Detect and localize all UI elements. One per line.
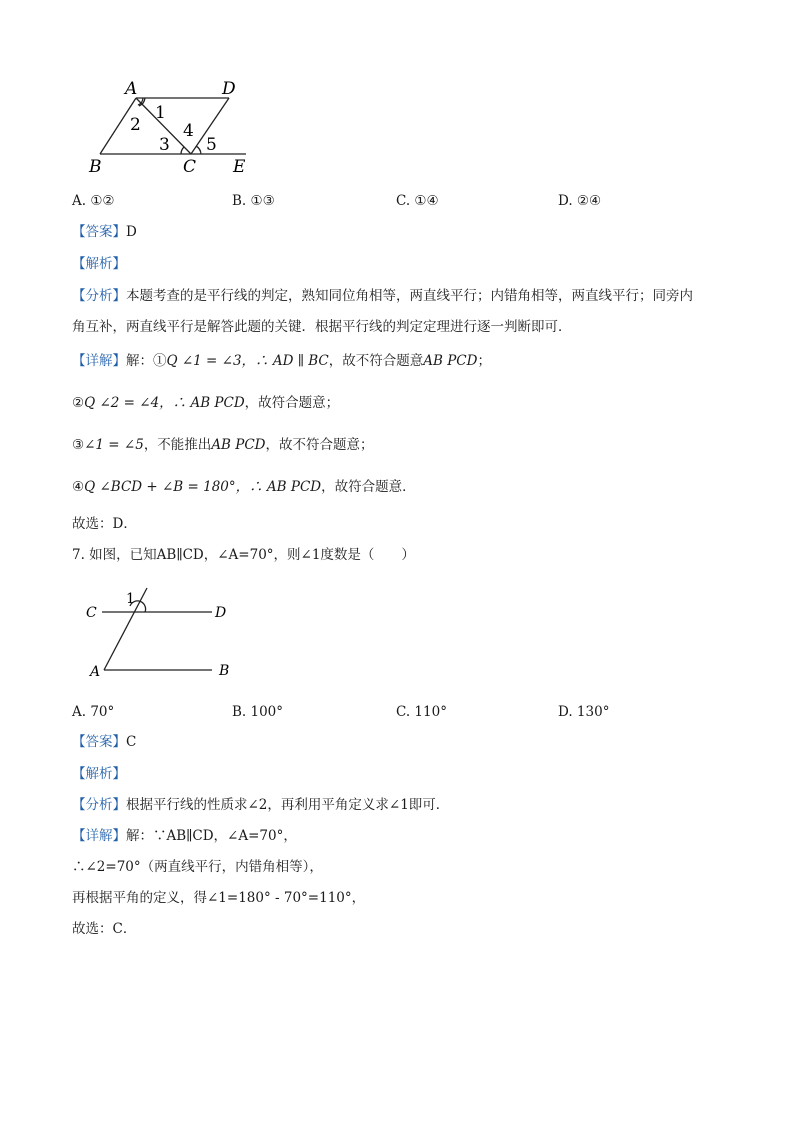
q6-detail-tag: 【详解】: [72, 353, 126, 369]
q6-detail-l2-pre: ②: [72, 395, 85, 411]
q7-fenxi: [72, 795, 449, 815]
q6-detail-l3-pre: ③: [72, 437, 85, 453]
q6-option-d: D. ②④: [558, 193, 602, 209]
q7-analysis-heading: [72, 764, 126, 784]
q6-detail-l3-mid: ，不能推出: [143, 437, 212, 453]
figure-parallelogram: [80, 76, 260, 180]
q7-detail-line3: 再根据平角的定义，得∠1=180° - 70°=110°，: [72, 890, 366, 906]
q7-detail-tag: 【详解】: [72, 828, 126, 844]
fig1-angle-2: 2: [130, 115, 141, 135]
q6-option-a: A. ①②: [72, 193, 115, 209]
q6-detail-line2: [72, 393, 339, 413]
q6-detail-line3: [72, 435, 374, 455]
figure-parallel-lines: [80, 584, 240, 684]
q6-detail-line1: [72, 351, 491, 371]
q6-answer-tag: 【答案】: [72, 224, 126, 240]
fig1-angle-4: 4: [183, 121, 194, 141]
q6-detail-line4: [72, 477, 416, 497]
q6-detail-l4-math: Q ∠BCD + ∠B = 180°，∴ AB PCD: [84, 479, 322, 495]
q7-detail-line1: [72, 826, 297, 846]
fig1-angle-5: 5: [206, 135, 217, 155]
q6-choose: 故选：D．: [72, 516, 137, 532]
q7-choose: 故选：C．: [72, 921, 137, 937]
q6-detail-l1-math: Q ∠1 = ∠3，∴ AD ∥ BC: [166, 353, 329, 369]
q6-fenxi-text1: 本题考查的是平行线的判定，熟知同位角相等，两直线平行；内错角相等，两直线平行；同旁内: [126, 288, 693, 304]
q7-option-a: A. 70°: [72, 704, 115, 720]
q6-answer-value: D: [126, 224, 137, 240]
q7-fenxi-tag: 【分析】: [72, 797, 126, 813]
fig2-angle-1: 1: [126, 591, 135, 607]
q7-detail-text1: 解：∵AB∥CD，∠A=70°，: [126, 828, 297, 844]
q7-answer-tag: 【答案】: [72, 734, 126, 750]
q7-detail-line2: ∴∠2=70°（两直线平行，内错角相等），: [72, 859, 323, 875]
q6-detail-l1-pre: 解：①: [126, 353, 167, 369]
fig2-label-d: D: [215, 605, 227, 621]
fig2-label-a: A: [90, 664, 101, 680]
q7-answer-value: C: [126, 734, 137, 750]
q6-option-c: C. ①④: [396, 193, 439, 209]
q6-detail-l1-post: ；: [477, 353, 491, 369]
q6-analysis-tag: 【解析】: [72, 256, 126, 272]
fig1-label-b: B: [89, 157, 102, 177]
q6-fenxi-tag: 【分析】: [72, 288, 126, 304]
fig1-angle-3: 3: [159, 135, 170, 155]
q7-analysis-tag: 【解析】: [72, 766, 126, 782]
q6-fenxi-line1: [72, 286, 693, 306]
q6-options: [72, 191, 712, 211]
q7-answer: [72, 732, 136, 752]
fig2-label-c: C: [86, 605, 97, 621]
q6-detail-l4-post: ，故符合题意．: [321, 479, 416, 495]
q6-detail-l4-pre: ④: [72, 479, 85, 495]
q7-stem: 7. 如图，已知AB∥CD，∠A=70°，则∠1度数是（ ）: [72, 547, 415, 563]
q6-detail-l3-post: ，故不符合题意；: [265, 437, 374, 453]
q6-detail-l1-math2: AB PCD: [423, 353, 478, 369]
q7-fenxi-text: 根据平行线的性质求∠2，再利用平角定义求∠1即可．: [126, 797, 450, 813]
q6-detail-l1-mid: ，故不符合题意: [328, 353, 424, 369]
q6-detail-l2-math: Q ∠2 = ∠4，∴ AB PCD: [84, 395, 245, 411]
q6-analysis-heading: [72, 254, 126, 274]
q7-option-d: D. 130°: [558, 704, 610, 720]
fig1-label-d: D: [222, 79, 236, 99]
fig1-angle-1: 1: [155, 103, 166, 123]
fig1-label-e: E: [233, 157, 246, 177]
q6-answer: [72, 222, 137, 242]
q6-detail-l3-math: ∠1 = ∠5: [84, 437, 144, 453]
fig1-label-a: A: [125, 79, 138, 99]
q7-option-b: B. 100°: [232, 704, 284, 720]
q7-options: [72, 702, 712, 722]
q7-option-c: C. 110°: [396, 704, 447, 720]
q6-option-b: B. ①③: [232, 193, 275, 209]
q6-fenxi-line2: 角互补，两直线平行是解答此题的关键．根据平行线的判定定理进行逐一判断即可．: [72, 319, 572, 335]
q6-detail-l2-post: ，故符合题意；: [244, 395, 340, 411]
q6-detail-l3-math2: AB PCD: [211, 437, 266, 453]
fig1-label-c: C: [183, 157, 197, 177]
fig2-label-b: B: [219, 663, 230, 679]
